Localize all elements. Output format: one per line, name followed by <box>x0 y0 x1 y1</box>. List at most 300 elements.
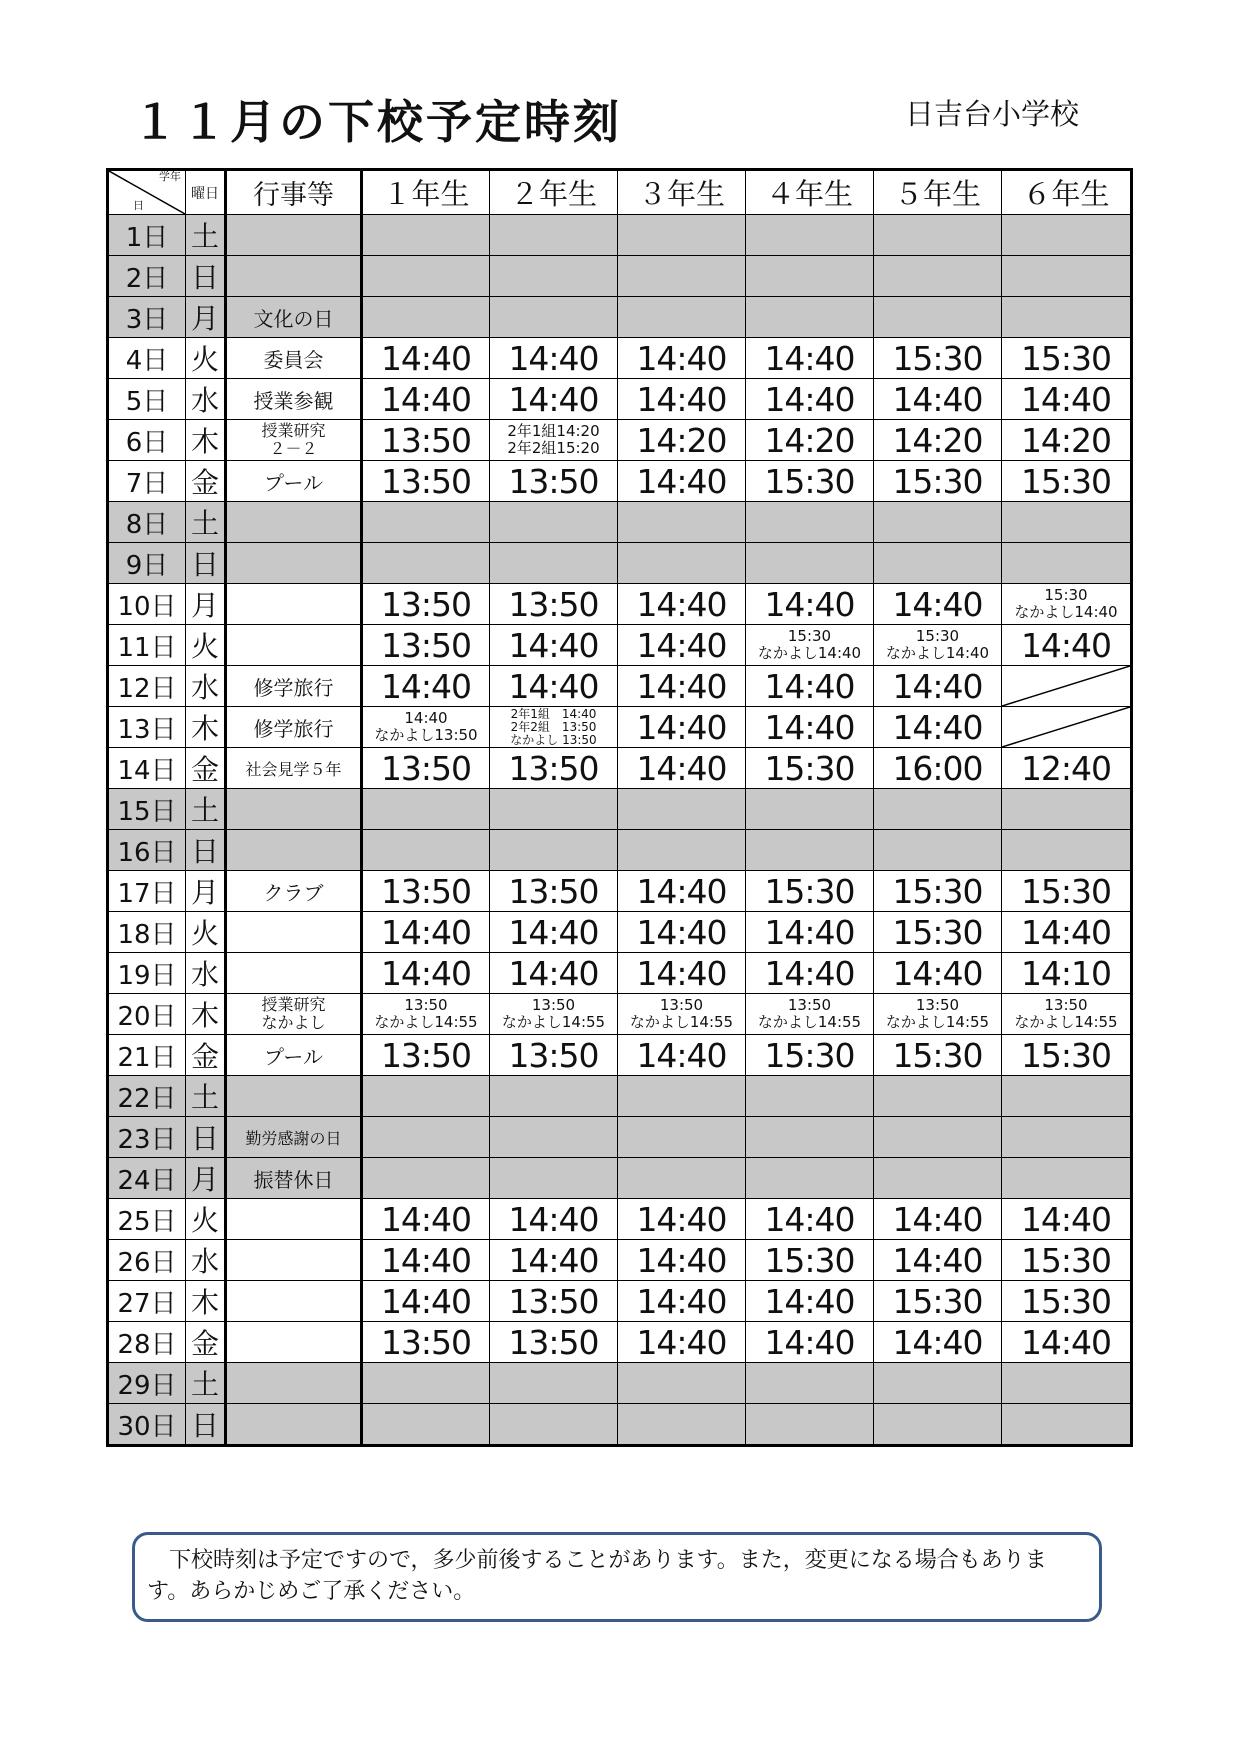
time-cell <box>746 830 874 871</box>
time-cell: 15:30 <box>746 748 874 789</box>
table-row <box>108 953 1132 994</box>
weekday-cell: 土 <box>186 1076 226 1117</box>
time-cell: 15:30 なかよし14:40 <box>746 625 874 666</box>
weekday-cell: 月 <box>186 297 226 338</box>
table-row <box>108 1322 1132 1363</box>
event-cell: 文化の日 <box>226 297 362 338</box>
table-row <box>108 625 1132 666</box>
time-cell: 14:40 <box>1002 379 1132 420</box>
time-cell: 15:30 <box>746 1240 874 1281</box>
time-cell <box>362 297 490 338</box>
time-cell: 14:40 <box>362 912 490 953</box>
time-cell <box>618 1158 746 1199</box>
time-cell: 14:40 <box>618 1035 746 1076</box>
time-cell: 13:50 なかよし14:55 <box>1002 994 1132 1035</box>
weekday-cell: 土 <box>186 789 226 830</box>
weekday-cell: 水 <box>186 953 226 994</box>
time-cell: 14:20 <box>874 420 1002 461</box>
time-cell <box>362 1363 490 1404</box>
time-cell: 14:40 <box>618 1322 746 1363</box>
date-cell: 5日 <box>108 379 186 420</box>
date-cell: 17日 <box>108 871 186 912</box>
time-cell <box>618 502 746 543</box>
event-cell: プール <box>226 461 362 502</box>
time-cell: 14:40 <box>618 379 746 420</box>
corner-date-label: 日 <box>133 199 144 212</box>
time-cell <box>746 256 874 297</box>
time-cell: 15:30 <box>746 1035 874 1076</box>
table-row <box>108 215 1132 256</box>
time-cell: 13:50 <box>362 584 490 625</box>
schedule-body <box>108 215 1132 1446</box>
time-cell: 14:40 <box>618 707 746 748</box>
date-cell: 4日 <box>108 338 186 379</box>
time-cell: 14:40 <box>490 338 618 379</box>
time-cell: 13:50 <box>362 625 490 666</box>
time-cell <box>490 1076 618 1117</box>
time-cell <box>1002 1158 1132 1199</box>
event-cell: 委員会 <box>226 338 362 379</box>
weekday-cell: 木 <box>186 994 226 1035</box>
event-cell <box>226 502 362 543</box>
time-cell: 14:40 <box>746 338 874 379</box>
weekday-cell: 金 <box>186 1322 226 1363</box>
event-cell: 修学旅行 <box>226 666 362 707</box>
date-cell: 13日 <box>108 707 186 748</box>
time-cell: 13:50 <box>490 584 618 625</box>
time-cell: 13:50 <box>490 871 618 912</box>
time-cell: 14:20 <box>1002 420 1132 461</box>
time-cell <box>618 1404 746 1446</box>
event-cell: 授業参観 <box>226 379 362 420</box>
time-cell: 14:40 <box>490 625 618 666</box>
weekday-cell: 土 <box>186 1363 226 1404</box>
event-cell: 社会見学５年 <box>226 748 362 789</box>
time-cell: 15:30 <box>1002 871 1132 912</box>
time-cell <box>618 1117 746 1158</box>
time-cell: 14:40 <box>1002 912 1132 953</box>
time-cell: 15:30 <box>874 461 1002 502</box>
slashed-cell <box>1002 707 1132 748</box>
event-cell <box>226 912 362 953</box>
event-cell <box>226 789 362 830</box>
grade-header: ４年生 <box>746 170 874 215</box>
time-cell <box>362 1117 490 1158</box>
header-row <box>108 170 1132 215</box>
table-row <box>108 789 1132 830</box>
time-cell: 15:30 <box>1002 1281 1132 1322</box>
time-cell: 14:40 <box>746 666 874 707</box>
date-cell: 27日 <box>108 1281 186 1322</box>
weekday-cell: 日 <box>186 830 226 871</box>
time-cell: 14:40 <box>874 953 1002 994</box>
time-cell: 14:40 <box>874 707 1002 748</box>
date-cell: 1日 <box>108 215 186 256</box>
event-cell <box>226 830 362 871</box>
date-cell: 21日 <box>108 1035 186 1076</box>
event-cell <box>226 1404 362 1446</box>
time-cell: 14:40 なかよし13:50 <box>362 707 490 748</box>
time-cell: 13:50 <box>490 1322 618 1363</box>
time-cell: 14:40 <box>362 666 490 707</box>
time-cell: 14:40 <box>362 338 490 379</box>
weekday-cell: 火 <box>186 912 226 953</box>
time-cell: 15:30 <box>746 871 874 912</box>
date-cell: 14日 <box>108 748 186 789</box>
weekday-cell: 金 <box>186 748 226 789</box>
time-cell <box>490 215 618 256</box>
time-cell <box>490 256 618 297</box>
time-cell: 14:40 <box>746 379 874 420</box>
time-cell <box>1002 215 1132 256</box>
time-cell: 15:30 <box>874 1281 1002 1322</box>
event-cell <box>226 1199 362 1240</box>
event-cell <box>226 1322 362 1363</box>
table-row <box>108 461 1132 502</box>
time-cell: 14:40 <box>618 871 746 912</box>
date-cell: 7日 <box>108 461 186 502</box>
table-row <box>108 707 1132 748</box>
weekday-cell: 火 <box>186 338 226 379</box>
time-cell <box>874 789 1002 830</box>
event-cell <box>226 1076 362 1117</box>
date-cell: 9日 <box>108 543 186 584</box>
event-cell <box>226 953 362 994</box>
table-row <box>108 256 1132 297</box>
time-cell: 13:50 <box>362 1035 490 1076</box>
weekday-cell: 月 <box>186 871 226 912</box>
time-cell: 14:40 <box>1002 625 1132 666</box>
table-row <box>108 1281 1132 1322</box>
weekday-cell: 木 <box>186 707 226 748</box>
table-row <box>108 1199 1132 1240</box>
time-cell: 13:50 なかよし14:55 <box>490 994 618 1035</box>
date-cell: 26日 <box>108 1240 186 1281</box>
time-cell: 14:40 <box>746 584 874 625</box>
time-cell: 15:30 <box>874 912 1002 953</box>
time-cell: 14:40 <box>618 953 746 994</box>
table-row <box>108 584 1132 625</box>
time-cell <box>490 502 618 543</box>
time-cell <box>1002 1076 1132 1117</box>
slash-line <box>1002 707 1130 747</box>
grade-header: ２年生 <box>490 170 618 215</box>
time-cell <box>1002 830 1132 871</box>
time-cell: 14:40 <box>746 707 874 748</box>
event-cell: プール <box>226 1035 362 1076</box>
time-cell: 13:50 なかよし14:55 <box>874 994 1002 1035</box>
time-cell: 13:50 なかよし14:55 <box>746 994 874 1035</box>
date-cell: 30日 <box>108 1404 186 1446</box>
time-cell <box>362 1404 490 1446</box>
table-row <box>108 666 1132 707</box>
time-cell: 14:40 <box>362 953 490 994</box>
table-row <box>108 994 1132 1035</box>
grade-header: ３年生 <box>618 170 746 215</box>
date-cell: 12日 <box>108 666 186 707</box>
time-cell <box>746 543 874 584</box>
time-cell <box>874 543 1002 584</box>
time-cell <box>874 1117 1002 1158</box>
time-cell: 13:50 <box>490 748 618 789</box>
time-cell: 14:20 <box>618 420 746 461</box>
time-cell <box>1002 502 1132 543</box>
time-cell: 14:40 <box>1002 1199 1132 1240</box>
time-cell <box>1002 256 1132 297</box>
time-cell: 14:40 <box>618 1199 746 1240</box>
time-cell: 13:50 <box>362 420 490 461</box>
time-cell: 14:40 <box>746 953 874 994</box>
weekday-cell: 月 <box>186 584 226 625</box>
table-row <box>108 912 1132 953</box>
time-cell <box>490 1117 618 1158</box>
time-cell <box>618 297 746 338</box>
weekday-cell: 金 <box>186 1035 226 1076</box>
weekday-cell: 月 <box>186 1158 226 1199</box>
time-cell <box>874 1158 1002 1199</box>
time-cell <box>618 215 746 256</box>
slashed-cell <box>1002 666 1132 707</box>
time-cell <box>618 789 746 830</box>
time-cell <box>746 297 874 338</box>
table-row <box>108 871 1132 912</box>
date-cell: 23日 <box>108 1117 186 1158</box>
time-cell <box>874 1076 1002 1117</box>
dismissal-schedule-table <box>106 168 1133 1447</box>
time-cell: 14:40 <box>618 1240 746 1281</box>
event-cell: 授業研究 なかよし <box>226 994 362 1035</box>
time-cell: 14:40 <box>618 666 746 707</box>
date-cell: 19日 <box>108 953 186 994</box>
time-cell: 14:40 <box>490 912 618 953</box>
grade-header: ６年生 <box>1002 170 1132 215</box>
table-row <box>108 502 1132 543</box>
time-cell: 14:40 <box>874 1240 1002 1281</box>
time-cell: 14:40 <box>490 379 618 420</box>
date-cell: 6日 <box>108 420 186 461</box>
weekday-cell: 日 <box>186 1404 226 1446</box>
time-cell <box>490 830 618 871</box>
time-cell <box>618 1363 746 1404</box>
date-cell: 29日 <box>108 1363 186 1404</box>
time-cell: 14:40 <box>746 1322 874 1363</box>
weekday-cell: 日 <box>186 256 226 297</box>
table-row <box>108 338 1132 379</box>
time-cell: 14:40 <box>490 1240 618 1281</box>
time-cell <box>362 502 490 543</box>
table-row <box>108 1158 1132 1199</box>
time-cell <box>746 789 874 830</box>
event-cell: 修学旅行 <box>226 707 362 748</box>
time-cell: 14:40 <box>874 584 1002 625</box>
time-cell <box>618 543 746 584</box>
time-cell: 14:40 <box>362 1240 490 1281</box>
table-row <box>108 830 1132 871</box>
event-cell <box>226 625 362 666</box>
weekday-cell: 火 <box>186 1199 226 1240</box>
event-cell: クラブ <box>226 871 362 912</box>
time-cell: 15:30 <box>1002 1035 1132 1076</box>
time-cell <box>490 1404 618 1446</box>
time-cell: 14:40 <box>874 379 1002 420</box>
date-cell: 24日 <box>108 1158 186 1199</box>
time-cell <box>490 789 618 830</box>
date-cell: 2日 <box>108 256 186 297</box>
weekday-cell: 土 <box>186 215 226 256</box>
time-cell: 14:40 <box>362 379 490 420</box>
weekday-cell: 水 <box>186 1240 226 1281</box>
weekday-cell: 水 <box>186 666 226 707</box>
date-cell: 25日 <box>108 1199 186 1240</box>
time-cell: 13:50 <box>362 748 490 789</box>
time-cell: 14:40 <box>618 461 746 502</box>
time-cell: 14:40 <box>490 666 618 707</box>
time-cell <box>746 1076 874 1117</box>
time-cell: 14:40 <box>746 1199 874 1240</box>
time-cell: 13:50 <box>490 1281 618 1322</box>
table-row <box>108 543 1132 584</box>
table-row <box>108 1076 1132 1117</box>
time-cell: 13:50 <box>490 1035 618 1076</box>
time-cell: 14:40 <box>618 625 746 666</box>
time-cell <box>362 256 490 297</box>
time-cell <box>746 1117 874 1158</box>
time-cell: 14:40 <box>618 912 746 953</box>
weekday-cell: 木 <box>186 1281 226 1322</box>
time-cell: 13:50 <box>490 461 618 502</box>
time-cell <box>362 789 490 830</box>
table-row <box>108 1117 1132 1158</box>
time-cell <box>874 830 1002 871</box>
time-cell <box>618 256 746 297</box>
time-cell <box>490 1363 618 1404</box>
time-cell: 15:30 なかよし14:40 <box>1002 584 1132 625</box>
time-cell: 13:50 <box>362 1322 490 1363</box>
time-cell <box>874 256 1002 297</box>
time-cell: 15:30 <box>1002 338 1132 379</box>
time-cell <box>874 297 1002 338</box>
time-cell: 14:40 <box>618 584 746 625</box>
time-cell: 16:00 <box>874 748 1002 789</box>
time-cell: 15:30 <box>1002 461 1132 502</box>
date-cell: 11日 <box>108 625 186 666</box>
weekday-cell: 土 <box>186 502 226 543</box>
time-cell <box>490 1158 618 1199</box>
date-cell: 8日 <box>108 502 186 543</box>
date-cell: 10日 <box>108 584 186 625</box>
notice-box: 下校時刻は予定ですので，多少前後することがあります。また，変更になる場合もあります。あらかじめご了承ください。 <box>132 1532 1102 1622</box>
time-cell: 15:30 <box>874 871 1002 912</box>
time-cell <box>1002 297 1132 338</box>
weekday-cell: 日 <box>186 1117 226 1158</box>
event-cell <box>226 215 362 256</box>
event-cell <box>226 1240 362 1281</box>
time-cell: 12:40 <box>1002 748 1132 789</box>
time-cell: 2年1組 14:40 2年2組 13:50 なかよし 13:50 <box>490 707 618 748</box>
event-cell <box>226 584 362 625</box>
time-cell <box>746 1404 874 1446</box>
time-cell <box>362 1076 490 1117</box>
time-cell <box>746 502 874 543</box>
grade-header: ５年生 <box>874 170 1002 215</box>
time-cell <box>746 1158 874 1199</box>
date-cell: 20日 <box>108 994 186 1035</box>
table-row <box>108 297 1132 338</box>
time-cell: 14:40 <box>618 1281 746 1322</box>
school-name: 日吉台小学校 <box>905 97 1080 131</box>
weekday-cell: 金 <box>186 461 226 502</box>
slash-line <box>1002 666 1130 706</box>
weekday-cell: 日 <box>186 543 226 584</box>
time-cell <box>362 543 490 584</box>
time-cell <box>1002 1404 1132 1446</box>
time-cell: 14:40 <box>490 1199 618 1240</box>
date-cell: 3日 <box>108 297 186 338</box>
time-cell <box>362 215 490 256</box>
time-cell <box>1002 1117 1132 1158</box>
page-title: １１月の下校予定時刻 <box>132 95 622 149</box>
weekday-header: 曜日 <box>186 170 226 215</box>
time-cell: 13:50 なかよし14:55 <box>362 994 490 1035</box>
weekday-cell: 木 <box>186 420 226 461</box>
event-cell: 授業研究 ２－２ <box>226 420 362 461</box>
date-cell: 28日 <box>108 1322 186 1363</box>
table-row <box>108 1240 1132 1281</box>
time-cell: 14:40 <box>746 1281 874 1322</box>
event-header: 行事等 <box>226 170 362 215</box>
table-row <box>108 1363 1132 1404</box>
date-cell: 18日 <box>108 912 186 953</box>
time-cell <box>746 1363 874 1404</box>
time-cell <box>362 1158 490 1199</box>
time-cell <box>1002 1363 1132 1404</box>
time-cell: 15:30 <box>874 1035 1002 1076</box>
table-row <box>108 1404 1132 1446</box>
date-cell: 16日 <box>108 830 186 871</box>
time-cell: 14:40 <box>362 1281 490 1322</box>
corner-grade-label: 学年 <box>159 170 181 183</box>
time-cell: 14:10 <box>1002 953 1132 994</box>
time-cell: 14:40 <box>618 338 746 379</box>
time-cell <box>618 830 746 871</box>
time-cell: 13:50 <box>362 871 490 912</box>
time-cell: 13:50 なかよし14:55 <box>618 994 746 1035</box>
date-cell: 15日 <box>108 789 186 830</box>
time-cell: 14:40 <box>746 912 874 953</box>
time-cell <box>1002 543 1132 584</box>
time-cell <box>874 1404 1002 1446</box>
time-cell: 15:30 <box>1002 1240 1132 1281</box>
event-cell <box>226 1281 362 1322</box>
time-cell <box>1002 789 1132 830</box>
time-cell: 14:20 <box>746 420 874 461</box>
time-cell <box>362 830 490 871</box>
weekday-cell: 水 <box>186 379 226 420</box>
time-cell <box>490 543 618 584</box>
time-cell: 14:40 <box>874 1322 1002 1363</box>
time-cell: 14:40 <box>1002 1322 1132 1363</box>
time-cell <box>746 215 874 256</box>
time-cell: 15:30 なかよし14:40 <box>874 625 1002 666</box>
event-cell: 振替休日 <box>226 1158 362 1199</box>
time-cell: 2年1組14:20 2年2組15:20 <box>490 420 618 461</box>
table-row <box>108 748 1132 789</box>
event-cell: 勤労感謝の日 <box>226 1117 362 1158</box>
corner-header <box>108 170 186 215</box>
weekday-cell: 火 <box>186 625 226 666</box>
event-cell <box>226 1363 362 1404</box>
time-cell <box>490 297 618 338</box>
